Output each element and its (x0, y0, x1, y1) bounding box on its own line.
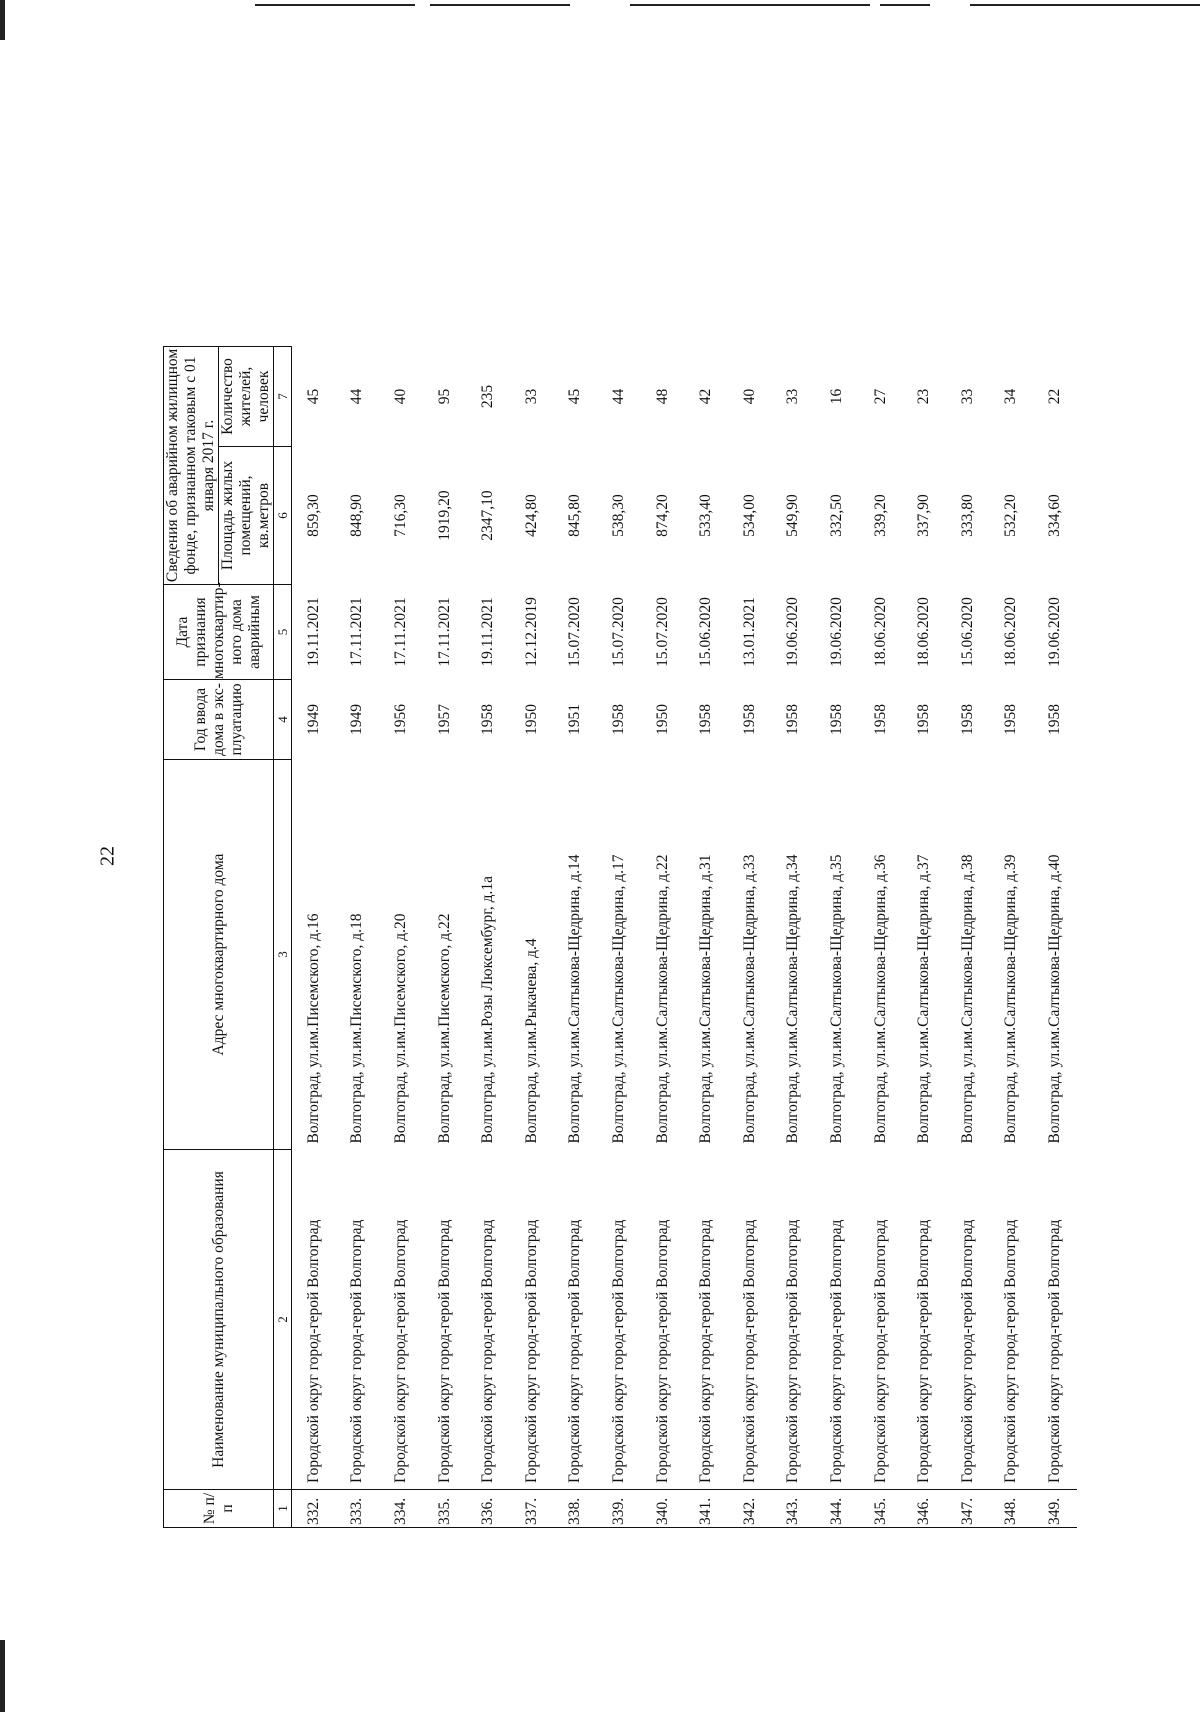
residents-cell: 95 (435, 388, 453, 405)
blank-cell (510, 0, 554, 346)
address-cell: Волгоград, ул.им.Салтыкова-Щедрина, д.17 (609, 854, 627, 1144)
table-row (902, 0, 946, 1528)
area-cell: 532,20 (1002, 494, 1020, 537)
blank-cell (990, 0, 1034, 346)
municipality-cell: Городской округ город-герой Волгоград (915, 1219, 933, 1483)
scan-edge-left-bottom (0, 1640, 5, 1712)
municipality-cell: Городской округ город-герой Волгоград (348, 1219, 366, 1483)
blank-cell (554, 0, 598, 346)
area-cell: 848,90 (348, 494, 366, 537)
municipality-cell: Городской округ город-герой Волгоград (653, 1219, 671, 1483)
date-cell: 12.12.2019 (522, 597, 540, 667)
year-cell: 1958 (871, 704, 889, 735)
area-cell: 845,80 (566, 494, 584, 537)
year-cell: 1958 (609, 704, 627, 735)
address-cell: Волгоград, ул.им.Розы Люксембург, д.1а (479, 875, 497, 1144)
date-cell: 18.06.2020 (915, 597, 933, 667)
municipality-cell: Городской округ город-герой Волгоград (304, 1219, 322, 1483)
date-cell: 15.06.2020 (958, 597, 976, 667)
address-cell: Волгоград, ул.им.Салтыкова-Щедрина, д.40 (1045, 854, 1063, 1144)
area-cell: 859,30 (304, 494, 322, 537)
column-number: 4 (274, 680, 292, 760)
row-number: 333. (336, 1490, 380, 1528)
residents-cell: 44 (609, 388, 627, 405)
blank-cell (728, 0, 772, 346)
blank-cell (379, 0, 423, 346)
date-cell: 19.06.2020 (784, 597, 802, 667)
residents-cell: 23 (915, 388, 933, 405)
header-date: Дата признания многоквартир-ного дома аварийным (164, 585, 274, 680)
address-cell: Волгоград, ул.им.Салтыкова-Щедрина, д.39 (1002, 854, 1020, 1144)
year-cell: 1958 (915, 704, 933, 735)
table-row (597, 0, 641, 1528)
area-cell: 538,30 (609, 494, 627, 537)
address-cell: Волгоград, ул.им.Салтыкова-Щедрина, д.33 (740, 854, 758, 1144)
date-cell: 18.06.2020 (1002, 597, 1020, 667)
table-row (684, 0, 728, 1528)
residents-cell: 16 (827, 388, 845, 405)
residents-cell: 45 (566, 388, 584, 405)
year-cell: 1958 (740, 704, 758, 735)
year-cell: 1958 (827, 704, 845, 735)
header-year: Год ввода дома в экс-плуатацию (164, 680, 274, 760)
blank-cell (423, 0, 467, 346)
address-cell: Волгоград, ул.им.Салтыкова-Щедрина, д.34 (784, 854, 802, 1144)
column-number: 3 (274, 760, 292, 1150)
column-number: 5 (274, 585, 292, 680)
municipality-cell: Городской округ город-герой Волгоград (391, 1219, 409, 1483)
date-cell: 19.06.2020 (1045, 597, 1063, 667)
date-cell: 15.06.2020 (697, 597, 715, 667)
blank-cell (772, 0, 816, 346)
table-row (292, 0, 336, 1528)
residents-cell: 40 (740, 388, 758, 405)
year-cell: 1949 (304, 704, 322, 735)
header-residents: Количество жителей, человек (219, 346, 274, 446)
blank-cell (597, 0, 641, 346)
address-cell: Волгоград, ул.им.Салтыкова-Щедрина, д.35 (827, 854, 845, 1144)
area-cell: 534,00 (740, 494, 758, 537)
date-cell: 15.07.2020 (566, 597, 584, 667)
emergency-housing-table (163, 0, 1077, 1528)
residents-cell: 42 (697, 388, 715, 405)
date-cell: 19.06.2020 (827, 597, 845, 667)
table-row (641, 0, 685, 1528)
date-cell: 17.11.2021 (348, 597, 366, 667)
year-cell: 1958 (1045, 704, 1063, 735)
address-cell: Волгоград, ул.им.Писемского, д.22 (435, 913, 453, 1144)
area-cell: 549,90 (784, 494, 802, 537)
municipality-cell: Городской округ город-герой Волгоград (479, 1219, 497, 1483)
year-cell: 1957 (435, 704, 453, 735)
header-num: № п/п (164, 1490, 274, 1528)
row-number: 346. (902, 1490, 946, 1528)
area-cell: 716,30 (391, 494, 409, 537)
year-cell: 1951 (566, 704, 584, 735)
table-row (859, 0, 903, 1528)
date-cell: 17.11.2021 (391, 597, 409, 667)
municipality-cell: Городской округ город-герой Волгоград (609, 1219, 627, 1483)
municipality-cell: Городской округ город-герой Волгоград (1045, 1219, 1063, 1483)
blank-cell (946, 0, 990, 346)
residents-cell: 45 (304, 388, 322, 405)
municipality-cell: Городской округ город-герой Волгоград (697, 1219, 715, 1483)
year-cell: 1956 (391, 704, 409, 735)
municipality-cell: Городской округ город-герой Волгоград (958, 1219, 976, 1483)
year-cell: 1950 (653, 704, 671, 735)
date-cell: 19.11.2021 (479, 597, 497, 667)
date-cell: 17.11.2021 (435, 597, 453, 667)
area-cell: 337,90 (915, 494, 933, 537)
year-cell: 1958 (1002, 704, 1020, 735)
municipality-cell: Городской округ город-герой Волгоград (522, 1219, 540, 1483)
column-number: 6 (274, 447, 292, 585)
residents-cell: 34 (1002, 388, 1020, 405)
date-cell: 15.07.2020 (609, 597, 627, 667)
residents-cell: 33 (784, 388, 802, 405)
row-number: 341. (684, 1490, 728, 1528)
header-address: Адрес многоквартирного дома (164, 760, 274, 1150)
row-number: 338. (554, 1490, 598, 1528)
row-number: 342. (728, 1490, 772, 1528)
table-row (510, 0, 554, 1528)
address-cell: Волгоград, ул.им.Писемского, д.16 (304, 913, 322, 1144)
area-cell: 333,80 (958, 494, 976, 537)
residents-cell: 27 (871, 388, 889, 405)
header-area: Площадь жилых помещений, кв.метров (219, 447, 274, 585)
residents-cell: 33 (522, 388, 540, 405)
year-cell: 1958 (479, 704, 497, 735)
address-cell: Волгоград, ул.им.Писемского, д.20 (391, 913, 409, 1144)
year-cell: 1958 (784, 704, 802, 735)
address-cell: Волгоград, ул.им.Салтыкова-Щедрина, д.38 (958, 854, 976, 1144)
blank-cell (815, 0, 859, 346)
row-number: 332. (292, 1490, 336, 1528)
column-number: 1 (274, 1490, 292, 1528)
residents-cell: 40 (391, 388, 409, 405)
area-cell: 2347,10 (479, 490, 497, 541)
table-row (1033, 0, 1077, 1528)
table-row (815, 0, 859, 1528)
municipality-cell: Городской округ город-герой Волгоград (740, 1219, 758, 1483)
row-number: 340. (641, 1490, 685, 1528)
header-municipality: Наименование муниципального образования (164, 1150, 274, 1490)
municipality-cell: Городской округ город-герой Волгоград (1002, 1219, 1020, 1483)
address-cell: Волгоград, ул.им.Салтыкова-Щедрина, д.14 (566, 854, 584, 1144)
residents-cell: 33 (958, 388, 976, 405)
address-cell: Волгоград, ул.им.Салтыкова-Щедрина, д.31 (697, 854, 715, 1144)
residents-cell: 48 (653, 388, 671, 405)
area-cell: 332,50 (827, 494, 845, 537)
table-row (554, 0, 598, 1528)
blank-cell (292, 0, 336, 346)
row-number: 343. (772, 1490, 816, 1528)
year-cell: 1950 (522, 704, 540, 735)
address-cell: Волгоград, ул.им.Салтыкова-Щедрина, д.22 (653, 854, 671, 1144)
blank-cell (902, 0, 946, 346)
rotated-table-container (163, 0, 1143, 1528)
table-body (292, 0, 1077, 1528)
table-row (379, 0, 423, 1528)
residents-cell: 44 (348, 388, 366, 405)
table-row (772, 0, 816, 1528)
date-cell: 13.01.2021 (740, 597, 758, 667)
table-row (336, 0, 380, 1528)
page-number: 22 (96, 846, 119, 866)
municipality-cell: Городской округ город-герой Волгоград (871, 1219, 889, 1483)
blank-cell (1033, 0, 1077, 346)
municipality-cell: Городской округ город-герой Волгоград (784, 1219, 802, 1483)
area-cell: 1919,20 (435, 490, 453, 541)
residents-cell: 22 (1045, 388, 1063, 405)
row-number: 336. (466, 1490, 510, 1528)
row-number: 339. (597, 1490, 641, 1528)
date-cell: 15.07.2020 (653, 597, 671, 667)
row-number: 337. (510, 1490, 554, 1528)
row-number: 344. (815, 1490, 859, 1528)
address-cell: Волгоград, ул.им.Салтыкова-Щедрина, д.36 (871, 854, 889, 1144)
table-row (946, 0, 990, 1528)
address-cell: Волгоград, ул.им.Салтыкова-Щедрина, д.37 (915, 854, 933, 1144)
table-row (466, 0, 510, 1528)
table-row (990, 0, 1034, 1528)
blank-cell (859, 0, 903, 346)
date-cell: 18.06.2020 (871, 597, 889, 667)
column-number: 2 (274, 1150, 292, 1490)
address-cell: Волгоград, ул.им.Писемского, д.18 (348, 913, 366, 1144)
address-cell: Волгоград, ул.им.Рыкачева, д.4 (522, 938, 540, 1144)
blank-cell (336, 0, 380, 346)
blank-cell (641, 0, 685, 346)
scan-edge-left-top (0, 0, 5, 40)
table-row (728, 0, 772, 1528)
header-info: Сведения об аварийном жилищном фонде, признанном таковым с 01 января 2017 г. (164, 346, 219, 584)
municipality-cell: Городской округ город-герой Волгоград (435, 1219, 453, 1483)
area-cell: 424,80 (522, 494, 540, 537)
row-number: 345. (859, 1490, 903, 1528)
blank-area (164, 0, 292, 346)
municipality-cell: Городской округ город-герой Волгоград (827, 1219, 845, 1483)
column-number: 7 (274, 346, 292, 446)
date-cell: 19.11.2021 (304, 597, 322, 667)
area-cell: 334,60 (1045, 494, 1063, 537)
municipality-cell: Городской округ город-герой Волгоград (566, 1219, 584, 1483)
residents-cell: 235 (479, 384, 497, 409)
blank-cell (684, 0, 728, 346)
row-number: 349. (1033, 1490, 1077, 1528)
blank-cell (466, 0, 510, 346)
area-cell: 874,20 (653, 494, 671, 537)
row-number: 348. (990, 1490, 1034, 1528)
table-row (423, 0, 467, 1528)
area-cell: 339,20 (871, 494, 889, 537)
row-number: 335. (423, 1490, 467, 1528)
year-cell: 1949 (348, 704, 366, 735)
row-number: 347. (946, 1490, 990, 1528)
year-cell: 1958 (958, 704, 976, 735)
area-cell: 533,40 (697, 494, 715, 537)
year-cell: 1958 (697, 704, 715, 735)
row-number: 334. (379, 1490, 423, 1528)
